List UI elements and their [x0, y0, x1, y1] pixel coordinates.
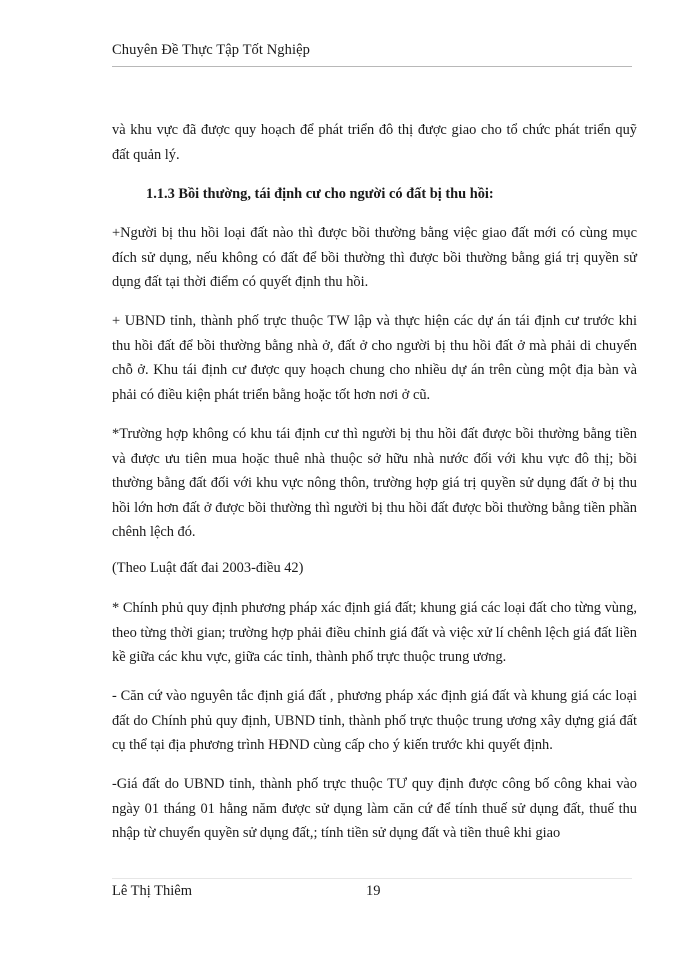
footer-author: Lê Thị Thiêm [112, 883, 193, 899]
paragraph-no-resettlement-area: *Trường hợp không có khu tái định cư thì người bị thu hồi đất được bồi thường bằng tiền và được ưu tiên mua hoặc thuê nhà thuộc sở hữu nhà nước đối với khu vực đô thị; bồi thường bằng đất đối với khu vực nông thôn, trường hợp giá trị quyền sử dụng đất ở bị thu hồi lớn hơn đất ở được bồi thường thì người bị thu hồi đất được bồi thường bằng tiền phần chênh lệch đó. [112, 426, 637, 540]
page-header-title: Chuyên Đề Thực Tập Tốt Nghiệp [112, 42, 311, 58]
paragraph-government-pricing: * Chính phủ quy định phương pháp xác định giá đất; khung giá các loại đất cho từng vùng, theo từng thời gian; trường hợp phải điều chỉnh giá đất và việc xử lí chênh lệch giá đất liền kề giữa các khu vực, giữa các tỉnh, thành phố trực thuộc trung ương. [112, 600, 637, 665]
section-heading: 1.1.3 Bồi thường, tái định cư cho người có đất bị thu hồi: [146, 186, 494, 202]
footer-rule [112, 878, 632, 879]
header-rule [112, 66, 632, 67]
footer-page-number: 19 [366, 883, 381, 899]
paragraph-intro: và khu vực đã được quy hoạch để phát triển đô thị được giao cho tổ chức phát triển quỹ đất quản lý. [112, 122, 637, 163]
paragraph-compensation: +Người bị thu hồi loại đất nào thì được bồi thường bằng việc giao đất mới có cùng mục đích sử dụng, nếu không có đất để bồi thường thì được bồi thường bằng giá trị quyền sử dụng đất tại thời điểm có quyết định thu hồi. [112, 225, 637, 290]
paragraph-price-publication: -Giá đất do UBND tỉnh, thành phố trực thuộc TƯ quy định được công bố công khai vào ngày 01 tháng 01 hằng năm được sử dụng làm căn cứ để tính thuế sử dụng đất, thuế thu nhập từ chuyển quyền sử dụng đất,; tính tiền sử dụng đất và tiền thuê khi giao [112, 776, 637, 841]
paragraph-resettlement: + UBND tỉnh, thành phố trực thuộc TW lập và thực hiện các dự án tái định cư trước khi thu hồi đất để bồi thường bằng nhà ở, đất ở cho người bị thu hồi đất ở mà phải di chuyển chỗ ở. Khu tái định cư được quy hoạch chung cho nhiều dự án trên cùng một địa bàn và phải có điều kiện phát triển bằng hoặc tốt hơn nơi ở cũ. [112, 313, 637, 403]
paragraph-legal-reference: (Theo Luật đất đai 2003-điều 42) [112, 560, 304, 576]
paragraph-provincial-pricing: - Căn cứ vào nguyên tắc định giá đất , phương pháp xác định giá đất và khung giá các loại đất do Chính phủ quy định, UBND tỉnh, thành phố trực thuộc trung ương xây dựng giá đất cụ thể tại địa phương trình HĐND cùng cấp cho ý kiến trước khi quyết định. [112, 688, 637, 753]
